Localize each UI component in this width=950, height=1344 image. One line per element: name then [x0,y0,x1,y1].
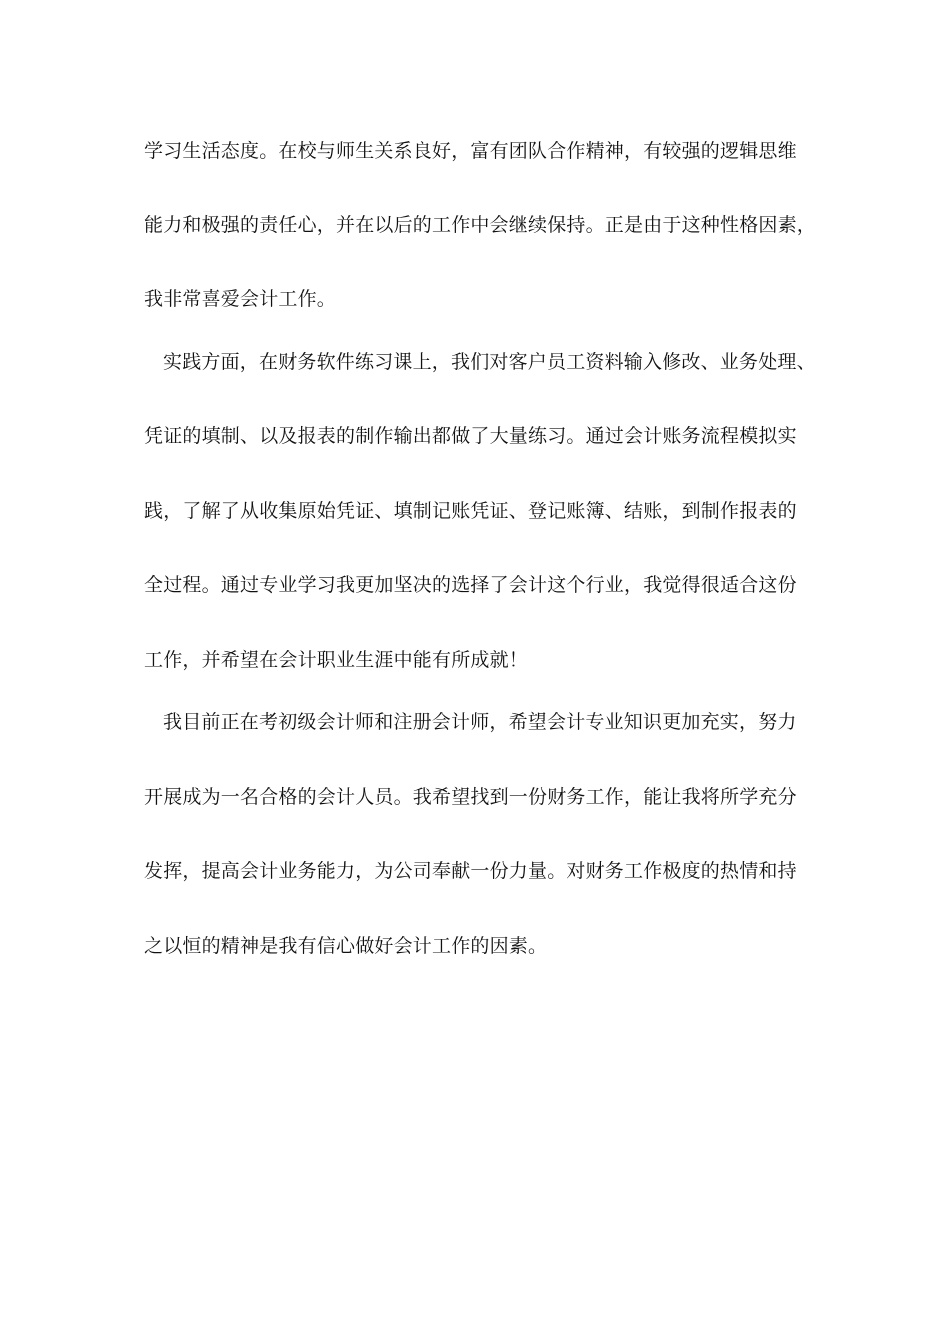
text-line-3: 我非常喜爱会计工作。 [144,288,337,310]
text-line-10: 开展成为一名合格的会计人员。我希望找到一份财务工作，能让我将所学充分 [144,786,797,808]
text-line-5: 凭证的填制、以及报表的制作输出都做了大量练习。通过会计账务流程模拟实 [144,425,797,447]
text-line-7: 全过程。通过专业学习我更加坚决的选择了会计这个行业，我觉得很适合这份 [144,574,797,596]
text-line-8: 工作，并希望在会计职业生涯中能有所成就！ [144,649,529,671]
text-line-12: 之以恒的精神是我有信心做好会计工作的因素。 [144,935,548,957]
text-line-1: 学习生活态度。在校与师生关系良好，富有团队合作精神，有较强的逻辑思维 [144,140,797,162]
text-line-2: 能力和极强的责任心，并在以后的工作中会继续保持。正是由于这种性格因素， [144,214,817,236]
text-line-4: 实践方面，在财务软件练习课上，我们对客户员工资料输入修改、业务处理、 [163,351,816,373]
text-line-6: 践，了解了从收集原始凭证、填制记账凭证、登记账簿、结账，到制作报表的 [144,500,797,522]
text-line-11: 发挥，提高会计业务能力，为公司奉献一份力量。对财务工作极度的热情和持 [144,860,797,882]
text-line-9: 我目前正在考初级会计师和注册会计师，希望会计专业知识更加充实，努力 [163,711,797,733]
